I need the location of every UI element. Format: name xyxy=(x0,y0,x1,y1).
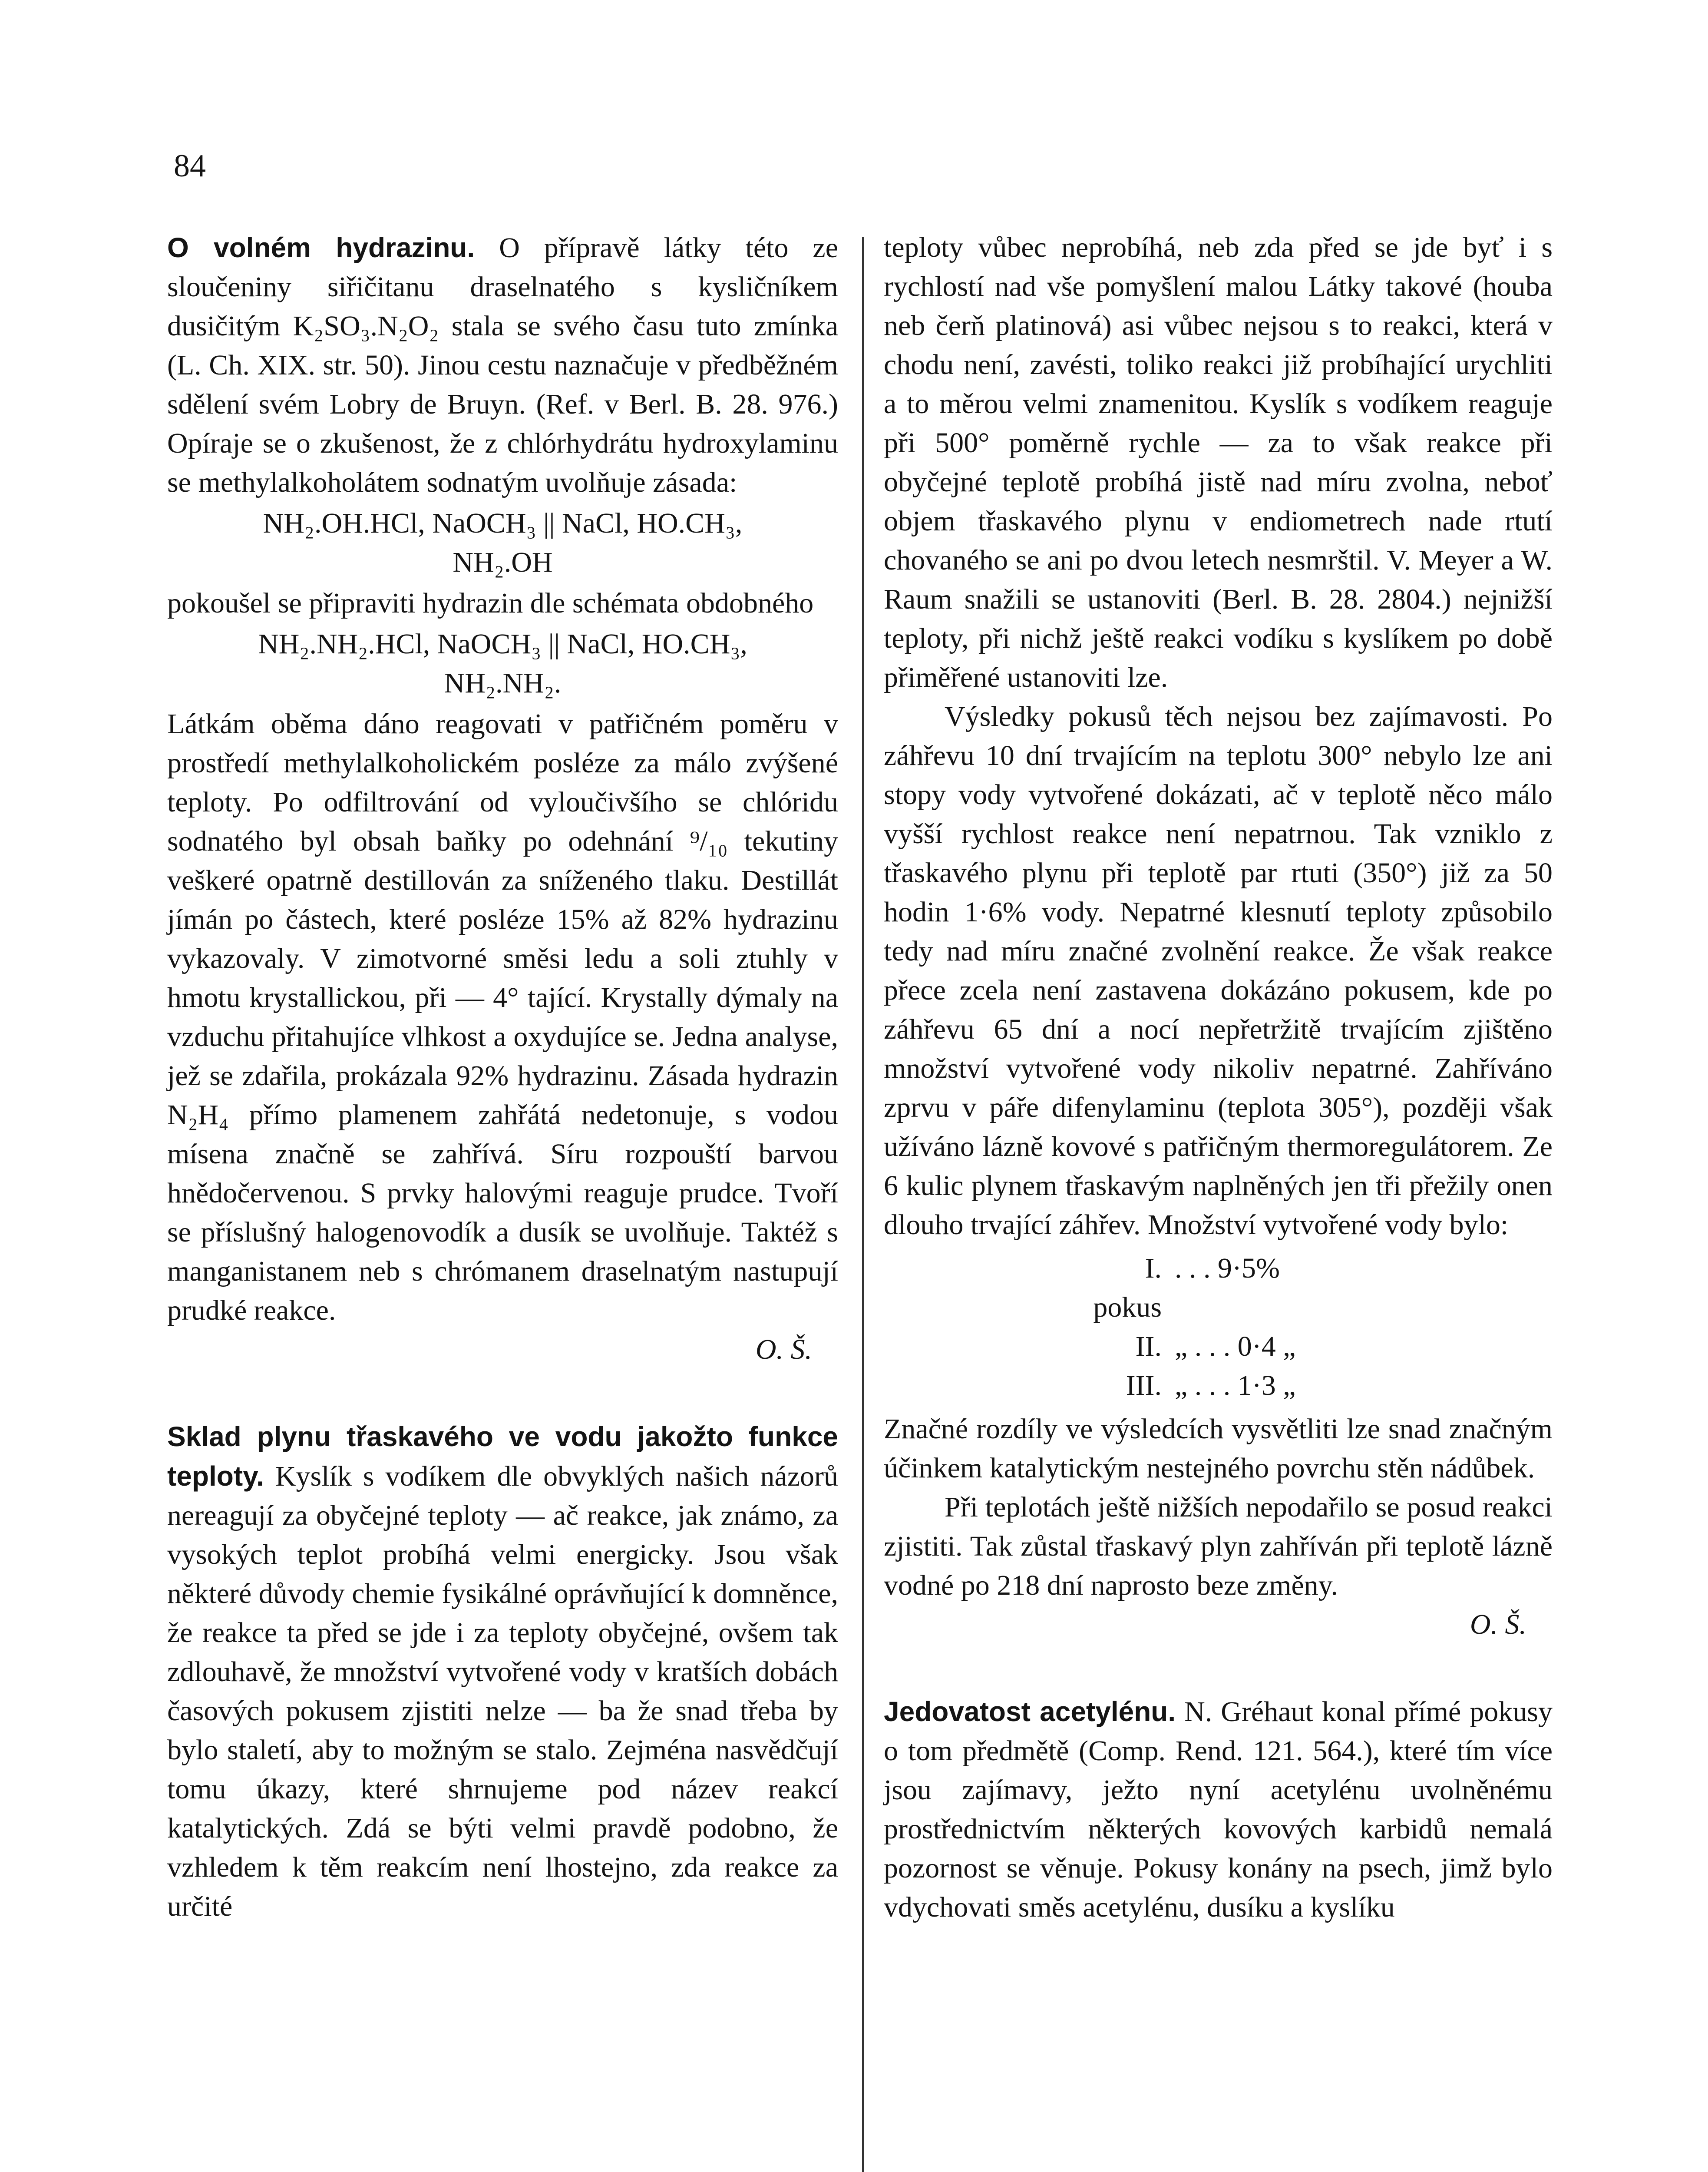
formula-line: NH₂.NH₂.HCl, NaOCH₃ || NaCl, HO.CH₃, xyxy=(258,628,747,660)
author-signature: O. Š. xyxy=(1470,1609,1526,1640)
result-label: II. xyxy=(1135,1331,1162,1362)
oxyhydrogen-text-1: Kyslík s vodíkem dle obvyklých našich názorů nereagují za obyčejné teploty — ač reakce, jak známo, za vysokých teplot probíhá velmi energicky. Jsou však některé důvody chemie fysikálné oprávňující k domněnce, že reakce ta před se jde i za teploty obyčejné, ovšem tak zdlouhavě, že množství vytvořené vody v kratších dobách časových pokusem zjistiti nelze — ba že snad třeba by bylo staletí, aby to možným se stalo. Zejména nasvědčují tomu úkazy, které shrnujeme pod název reakcí katalytických. Zdá se býti velmi pravdě podobno, že vzhledem k těm reakcím není lhostejno, zda reakce za určité xyxy=(167,1460,838,1922)
section-title-oxyhydrogen: Sklad plynu třaskavého ve vodu jakožto funkce teploty. xyxy=(167,1421,838,1492)
section-hydrazine-paragraph-1 xyxy=(167,228,838,502)
result-value: „ . . . 0·4 „ xyxy=(1175,1331,1296,1362)
formula-hydroxylamine xyxy=(167,504,838,582)
results-row xyxy=(1075,1366,1553,1405)
formula-line: NH₂.NH₂. xyxy=(444,667,562,699)
formula-hydrazine xyxy=(167,625,838,703)
formula-line: NH₂.OH.HCl, NaOCH₃ || NaCl, HO.CH₃, xyxy=(263,507,743,539)
section-oxyhydrogen-paragraph-1 xyxy=(167,1417,838,1926)
oxyhydrogen-text-5: Při teplotách ještě nižších nepodařilo se posud reakci zjistiti. Tak zůstal třaskavý plyn zahříván při teplotě lázně vodné po 218 dní naprosto beze změny. xyxy=(884,1491,1553,1601)
results-table xyxy=(1075,1249,1553,1405)
section-title-hydrazine: O volném hydrazinu. xyxy=(167,232,475,263)
result-label: I. pokus xyxy=(1093,1252,1162,1323)
right-column xyxy=(884,228,1553,1927)
results-row xyxy=(1075,1249,1553,1327)
column-divider xyxy=(862,237,864,2172)
result-value: „ . . . 1·3 „ xyxy=(1175,1370,1296,1401)
acetylene-text-1: N. Gréhaut konal přímé pokusy o tom předmětě (Comp. Rend. 121. 564.), které tím více jsou zajímavy, ježto nyní acetylénu uvolněnému prostřednictvím některých kovových karbidů nemalá pozornost se věnuje. Pokusy konány na psech, jimž bylo vdychovati směs acetylénu, dusíku a kyslíku xyxy=(884,1696,1553,1923)
section-title-acetylene: Jedovatost acetylénu. xyxy=(884,1696,1176,1727)
oxyhydrogen-text-2: teploty vůbec neprobíhá, neb zda před se jde byť i s rychlostí nad vše pomyšlení malou Látky takové (houba neb čerň platinová) asi vůbec nejsou s to reakci, která v chodu není, zavésti, toliko reakci již probíhající urychliti a to měrou velmi znamenitou. Kyslík s vodíkem reaguje při 500° poměrně rychle — za to však reakce při obyčejné teplotě probíhá jistě nad míru zvolna, neboť objem třaskavého plynu v endiometrech nade rtutí chovaného se ani po dvou letech nesmrštil. V. Meyer a W. Raum snažili se ustanoviti (Berl. B. 28. 2804.) nejnižší teploty, při nichž ještě reakci vodíku s kyslíkem po době přiměřené ustanoviti lze. xyxy=(884,232,1553,693)
result-value: . . . 9·5% xyxy=(1175,1252,1280,1284)
hydrazine-text-3: Látkám oběma dáno reagovati v patřičném poměru v prostředí methylalkoholickém posléze za málo zvýšené teploty. Po odfiltrování od vyloučivšího se chlóridu sodnatého byl obsah baňky po odehnání ⁹/₁₀ tekutiny veškeré opatrně destillován za sníženého tlaku. Destillát jímán po částech, které posléze 15% až 82% hydrazinu vykazovaly. V zimotvorné směsi ledu a soli ztuhly v hmotu krystallickou, při — 4° tající. Krystally dýmaly na vzduchu přitahujíce vlhkost a oxydujíce se. Jedna analyse, jež se zdařila, prokázala 92% hydrazinu. Zásada hydrazin N₂H₄ přímo plamenem zahřátá nedetonuje, s vodou mísena značně se zahřívá. Síru rozpouští barvou hnědočervenou. S prvky halovými reaguje prudce. Tvoří se příslušný halogenovodík a dusík se uvolňuje. Taktéž s manganistanem neb s chrómanem draselnatým nastupují prudké reakce. xyxy=(167,708,838,1326)
page-number: 84 xyxy=(174,148,206,184)
section-acetylene-paragraph-1 xyxy=(884,1692,1553,1927)
hydrazine-text-2: pokoušel se připraviti hydrazin dle schémata obdobného xyxy=(167,587,814,619)
oxyhydrogen-text-3: Výsledky pokusů těch nejsou bez zajímavosti. Po záhřevu 10 dní trvajícím na teplotu 300° nebylo lze ani stopy vody vytvořené dokázati, ač v teplotě něco málo vyšší rychlost reakce není nepatrnou. Tak vzniklo z třaskavého plynu při teplotě par rtuti (350°) již za 50 hodin 1·6% vody. Nepatrné klesnutí teploty způsobilo tedy nad míru značné zvolnění reakce. Že však reakce přece zcela není zastavena dokázáno pokusem, kde po záhřevu 65 dní a nocí nepřetržitě trvajícím zjištěno množství vytvořené vody nikoliv nepatrné. Zahříváno zprvu v páře difenylaminu (teplota 305°), později však užíváno lázně kovové s patřičným thermoregulátorem. Ze 6 kulic plynem třaskavým naplněných jen tři přežily onen dlouho trvající záhřev. Množství vytvořené vody bylo: xyxy=(884,701,1553,1241)
author-signature: O. Š. xyxy=(755,1334,812,1365)
oxyhydrogen-text-4: Značné rozdíly ve výsledcích vysvětliti lze snad značným účinkem katalytickým nestejného povrchu stěn nádůbek. xyxy=(884,1413,1553,1484)
formula-line: NH₂.OH xyxy=(453,546,553,578)
result-label: III. xyxy=(1126,1370,1162,1401)
hydrazine-text-1: O přípravě látky této ze sloučeniny siřičitanu draselnatého s kysličníkem dusičitým K₂SO₃.N₂O₂ stala se svého času tuto zmínka (L. Ch. XIX. str. 50). Jinou cestu naznačuje v předběžném sdělení svém Lobry de Bruyn. (Ref. v Berl. B. 28. 976.) Opíraje se o zkušenost, že z chlórhydrátu hydroxylaminu se methylalkoholátem sodnatým uvolňuje zásada: xyxy=(167,232,839,498)
results-row xyxy=(1075,1327,1553,1366)
left-column xyxy=(167,228,838,1926)
